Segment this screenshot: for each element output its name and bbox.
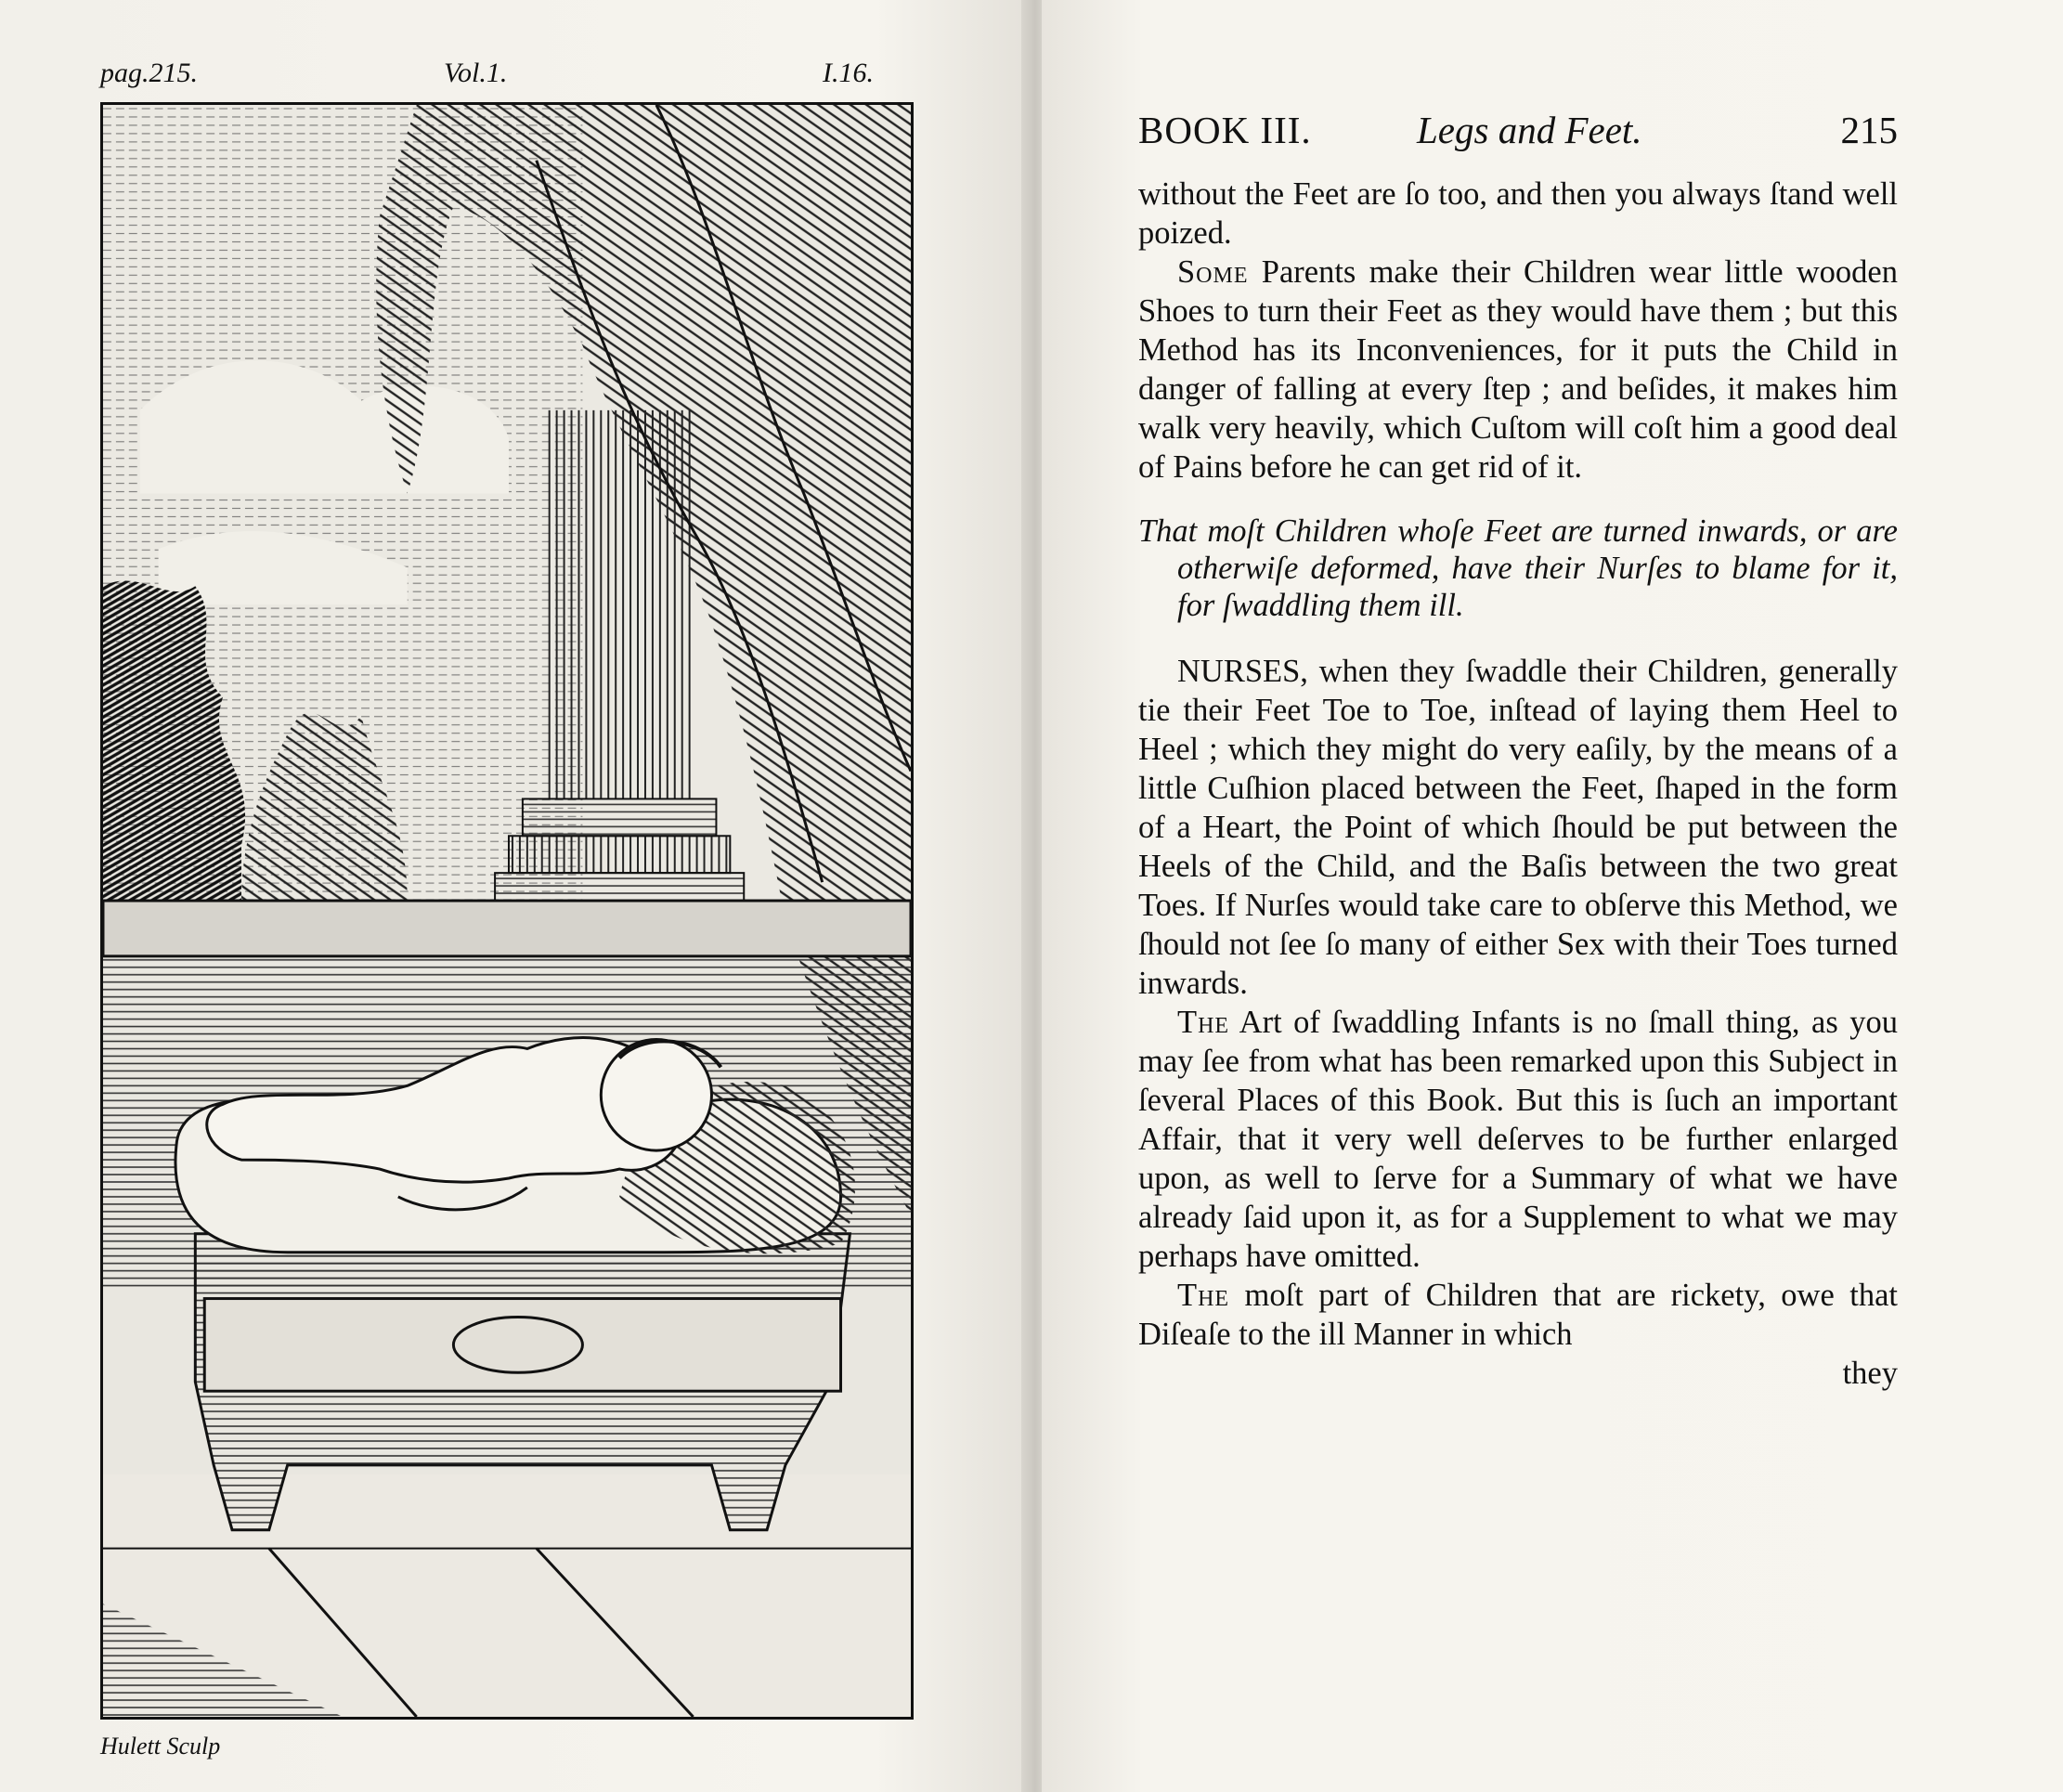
paragraph-lead: The [1177,1278,1230,1313]
engraving-illustration [100,102,914,1720]
engraver-credit: Hulett Sculp [100,1733,221,1760]
paragraph [1138,1003,1898,1276]
paragraph-lead: The [1177,1005,1230,1040]
plate-volume-label: Vol.1. [444,58,508,88]
paragraph [1138,253,1898,487]
section-heading: That moſt Children whoſe Feet are turned inwards, or are otherwiſe deformed, have their Nurſes to blame for it, for ſwaddling them ill. [1138,513,1898,623]
paragraph-lead: Some [1177,254,1249,290]
paragraph-text: Parents make their Children wear little wooden Shoes to turn their Feet as they would have them ; but this Method has its Inconveniences, for it puts the Child in danger of falling at every ſtep ; and beſides, it makes him walk very heavily, which Cuſtom will coſt him a good deal of Pains before he can get rid of it. [1138,254,1898,485]
paragraph-text: when they ſwaddle their Children, generally tie their Feet Toe to Toe, inſtead of laying them Heel to Heel ; which they might do very eaſily, by the means of a little Cuſhion placed between the Feet, ſhaped in the form of a Heart, the Point of which ſhould be put between the Heels of the Child, and the Baſis between the two great Toes. If Nurſes would take care to obſerve this Method, we ſhould not ſee ſo many of either Sex with their Toes turned inwards. [1138,654,1898,1001]
paragraph [1138,1276,1898,1354]
page-number: 215 [1840,109,1898,151]
paragraph [1138,652,1898,1003]
paragraph-text: Art of ſwaddling Infants is no ſmall thing, as you may ſee from what has been remarked upon this Subject in ſeveral Places of this Book. But this is ſuch an important Affair, that it very well deſerves to be further enlarged upon, as well to ſerve for a Summary of what we have already ſaid upon it, as for a Supplement to what we may perhaps have omitted. [1138,1005,1898,1274]
paragraph-text: moſt part of Children that are rickety, owe that Diſeaſe to the ill Manner in which [1138,1278,1898,1352]
running-head-book: BOOK III. [1138,109,1312,151]
paragraph-text: without the Feet are ſo too, and then you always ſtand well poized. [1138,176,1898,251]
body-text [1138,175,1898,1393]
plate-page-reference: pag.215. [100,58,198,88]
catchword: they [1842,1356,1898,1391]
running-head [1138,108,1898,160]
paragraph [1138,175,1898,253]
running-head-title: Legs and Feet. [1417,109,1642,151]
paragraph-lead: NURSES, [1177,654,1308,689]
engraving-infant-on-cushion [103,105,911,1717]
plate-number: I.16. [823,58,874,88]
left-page-plate [0,0,1029,1792]
